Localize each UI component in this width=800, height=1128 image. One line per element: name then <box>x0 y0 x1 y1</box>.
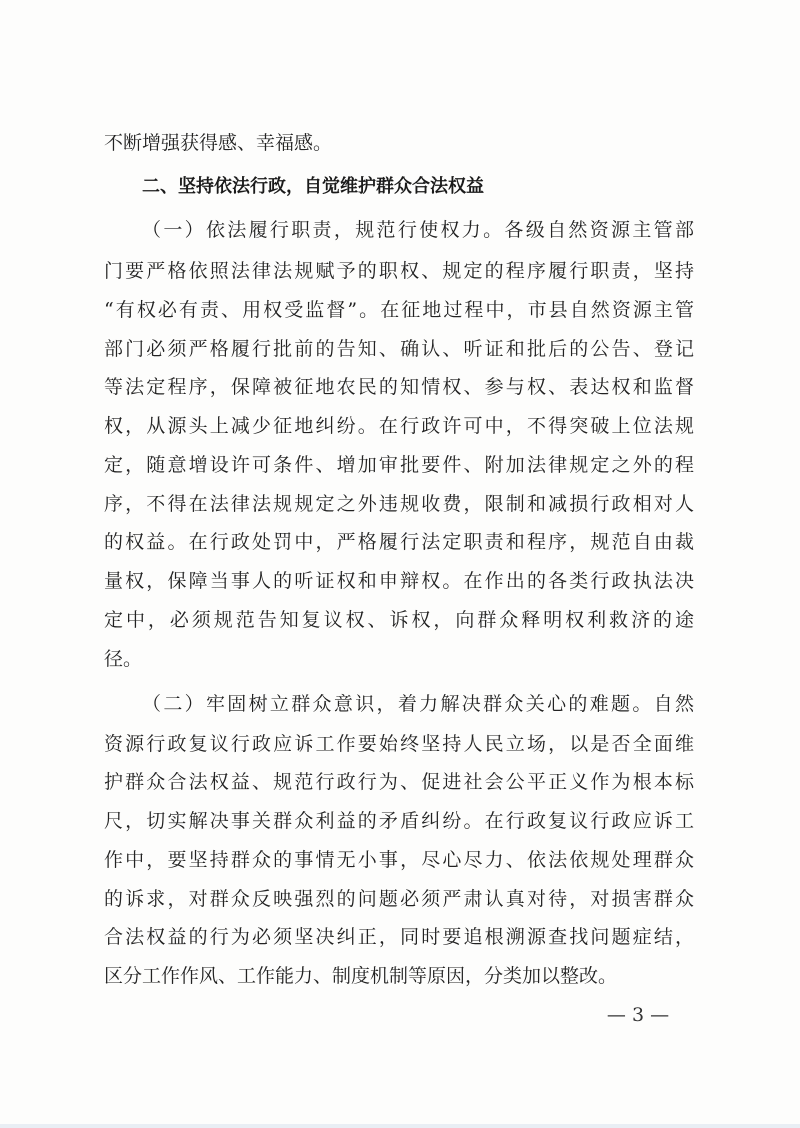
paragraph-line: 部门必须严格履行批前的告知、确认、听证和批后的公告、登记 <box>104 338 694 360</box>
paragraph-line: （一）依法履行职责，规范行使权力。各级自然资源主管部 <box>142 219 694 241</box>
page-bottom-edge <box>0 1124 800 1128</box>
paragraph-line: 径。 <box>104 648 143 670</box>
paragraph-line: 不断增强获得感、幸福感。 <box>104 132 333 154</box>
paragraph-line: 的诉求，对群众反映强烈的问题必须严肃认真对待，对损害群众 <box>104 888 694 910</box>
paragraph-line: （二）牢固树立群众意识，着力解决群众关心的难题。自然 <box>142 693 694 715</box>
paragraph-line: 尺，切实解决事关群众利益的矛盾纠纷。在行政复议行政应诉工 <box>104 810 694 832</box>
page-number: — 3 — <box>606 1004 670 1026</box>
paragraph-line: 权，从源头上减少征地纠纷。在行政许可中，不得突破上位法规 <box>104 415 694 437</box>
paragraph-line: 等法定程序，保障被征地农民的知情权、参与权、表达权和监督 <box>104 376 694 398</box>
paragraph-line: 资源行政复议行政应诉工作要始终坚持人民立场，以是否全面维 <box>104 733 694 755</box>
paragraph-line: 护群众合法权益、规范行政行为、促进社会公平正义作为根本标 <box>104 771 694 793</box>
paragraph-line: 序，不得在法律法规规定之外违规收费，限制和减损行政相对人 <box>104 493 694 515</box>
paragraph-line: 量权，保障当事人的听证权和申辩权。在作出的各类行政执法决 <box>104 570 694 592</box>
paragraph-line: 合法权益的行为必须坚决纠正，同时要追根溯源查找问题症结， <box>104 926 694 948</box>
paragraph-line: 定中，必须规范告知复议权、诉权，向群众释明权利救济的途 <box>104 609 694 631</box>
paragraph-line: 定，随意增设许可条件、增加审批要件、附加法律规定之外的程 <box>104 454 694 476</box>
paragraph-line: 门要严格依照法律法规赋予的职权、规定的程序履行职责，坚持 <box>104 260 694 282</box>
paragraph-line: 的权益。在行政处罚中，严格履行法定职责和程序，规范自由裁 <box>104 531 694 553</box>
paragraph-line: “有权必有责、用权受监督”。在征地过程中，市县自然资源主管 <box>104 299 694 321</box>
paragraph-line: 作中，要坚持群众的事情无小事，尽心尽力、依法依规处理群众 <box>104 849 694 871</box>
paragraph-line: 区分工作作风、工作能力、制度机制等原因，分类加以整改。 <box>104 965 618 987</box>
section-heading: 二、坚持依法行政，自觉维护群众合法权益 <box>142 176 484 197</box>
